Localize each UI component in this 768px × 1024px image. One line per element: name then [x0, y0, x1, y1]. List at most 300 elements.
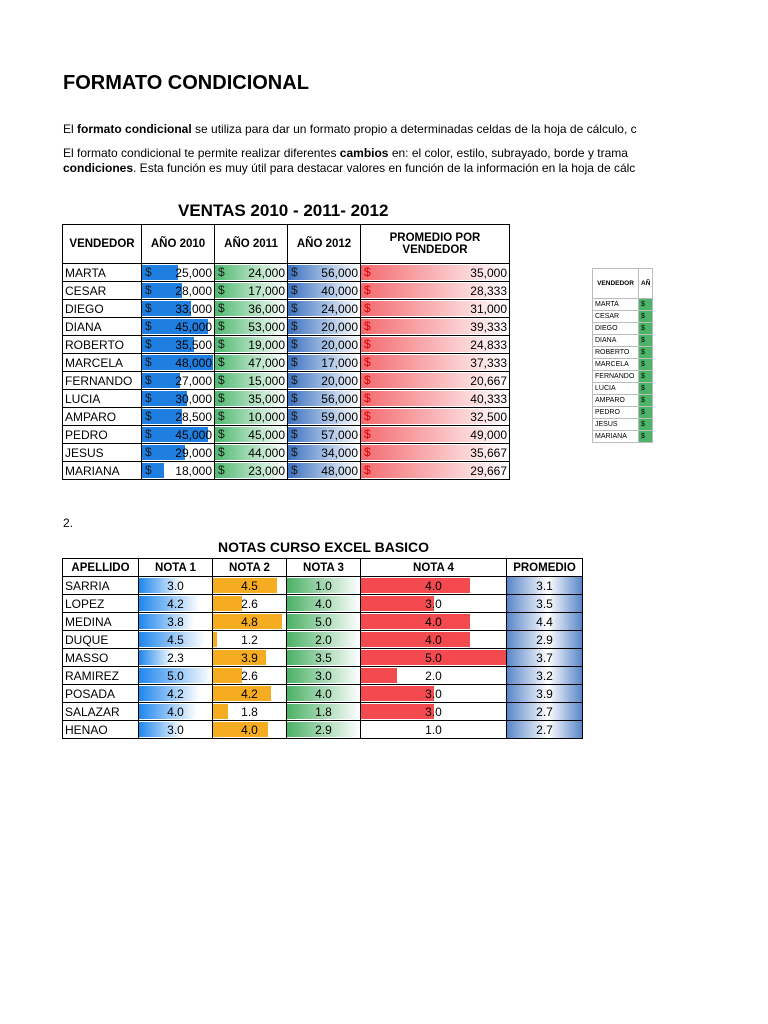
- grade-n2-cell: [213, 703, 287, 721]
- apellido: LOPEZ: [63, 595, 139, 613]
- grade-n3-cell: [287, 631, 361, 649]
- currency-symbol: $: [364, 409, 371, 423]
- grade-value: 4.0: [425, 614, 442, 629]
- sales-value: 44,000: [248, 445, 285, 460]
- sales-value: 30,000: [175, 391, 212, 406]
- section-number: 2.: [63, 516, 74, 530]
- mini-row: [593, 407, 653, 419]
- currency-symbol: $: [218, 445, 225, 459]
- sales-value: 36,000: [248, 301, 285, 316]
- grade-n4-cell: [361, 685, 507, 703]
- sales-y2011-cell: [215, 408, 288, 426]
- promedio-value: 29,667: [470, 463, 507, 478]
- grade-value: 4.2: [167, 596, 184, 611]
- page-title: FORMATO CONDICIONAL: [63, 72, 309, 94]
- grade-avg-cell: [507, 685, 583, 703]
- grade-n3-cell: [287, 595, 361, 613]
- sales-value: 45,000: [248, 427, 285, 442]
- grade-value: 2.9: [536, 632, 553, 647]
- grade-value: 3.0: [425, 596, 442, 611]
- sales-value: 25,000: [175, 265, 212, 280]
- currency-symbol: $: [145, 463, 152, 477]
- grade-value: 2.3: [167, 650, 184, 665]
- currency-symbol: $: [291, 301, 298, 315]
- mini-name: CESAR: [593, 311, 639, 323]
- mini-name: AMPARO: [593, 395, 639, 407]
- apellido: HENAO: [63, 721, 139, 739]
- header-2012: AÑO 2012: [288, 225, 361, 264]
- vendedor-name: MARCELA: [63, 354, 142, 372]
- vendedor-name: AMPARO: [63, 408, 142, 426]
- sales-y2010-cell: [142, 390, 215, 408]
- mini-currency: $: [639, 371, 653, 383]
- mini-name: MARCELA: [593, 359, 639, 371]
- mini-currency: $: [639, 335, 653, 347]
- grade-value: 3.0: [167, 578, 184, 593]
- grade-value: 3.9: [536, 686, 553, 701]
- apellido: RAMIREZ: [63, 667, 139, 685]
- sales-row: [63, 408, 510, 426]
- grade-n2-cell: [213, 649, 287, 667]
- grade-n4-bar: [361, 614, 470, 629]
- sales-row: [63, 282, 510, 300]
- mini-name: ROBERTO: [593, 347, 639, 359]
- header-2011: AÑO 2011: [215, 225, 288, 264]
- grades-table-title: NOTAS CURSO EXCEL BASICO: [218, 539, 430, 555]
- grade-value: 5.0: [315, 614, 332, 629]
- grade-n1-cell: [139, 595, 213, 613]
- promedio-value: 35,000: [470, 265, 507, 280]
- promedio-value: 39,333: [470, 319, 507, 334]
- sales-y2010-cell: [142, 318, 215, 336]
- promedio-cell: [361, 282, 510, 300]
- sales-row: [63, 300, 510, 318]
- grades-row: [63, 703, 583, 721]
- mini-currency: $: [639, 347, 653, 359]
- currency-symbol: $: [218, 463, 225, 477]
- grade-value: 3.7: [536, 650, 553, 665]
- sales-y2011-cell: [215, 462, 288, 480]
- grade-value: 4.0: [241, 722, 258, 737]
- mini-currency: $: [639, 383, 653, 395]
- currency-symbol: $: [145, 319, 152, 333]
- grade-n1-cell: [139, 721, 213, 739]
- mini-currency: $: [639, 359, 653, 371]
- sales-y2011-cell: [215, 354, 288, 372]
- mini-row: [593, 371, 653, 383]
- grade-n2-bar: [213, 596, 242, 611]
- sales-y2010-cell: [142, 408, 215, 426]
- sales-y2012-cell: [288, 426, 361, 444]
- promedio-cell: [361, 408, 510, 426]
- grade-avg-cell: [507, 649, 583, 667]
- vendedor-name: LUCIA: [63, 390, 142, 408]
- sales-y2011-cell: [215, 264, 288, 282]
- grade-value: 3.8: [167, 614, 184, 629]
- mini-currency: $: [639, 299, 653, 311]
- sales-value: 17,000: [248, 283, 285, 298]
- currency-symbol: $: [291, 409, 298, 423]
- currency-symbol: $: [145, 391, 152, 405]
- grade-n4-cell: [361, 631, 507, 649]
- grade-n3-cell: [287, 613, 361, 631]
- grades-row: [63, 721, 583, 739]
- mini-name: FERNANDO: [593, 371, 639, 383]
- grades-table: [62, 558, 583, 739]
- mini-name: MARTA: [593, 299, 639, 311]
- promedio-cell: [361, 336, 510, 354]
- vendedor-name: DIANA: [63, 318, 142, 336]
- grade-avg-cell: [507, 595, 583, 613]
- mini-name: DIEGO: [593, 323, 639, 335]
- grade-n4-bar: [361, 704, 434, 719]
- sales-value: 23,000: [248, 463, 285, 478]
- mini-row: [593, 431, 653, 443]
- grade-n2-cell: [213, 685, 287, 703]
- grade-n3-cell: [287, 721, 361, 739]
- grade-n2-bar: [213, 668, 242, 683]
- sales-y2011-cell: [215, 390, 288, 408]
- grade-value: 3.1: [536, 578, 553, 593]
- mini-name: MARIANA: [593, 431, 639, 443]
- currency-symbol: $: [145, 265, 152, 279]
- mini-row: [593, 383, 653, 395]
- vendedor-name: MARTA: [63, 264, 142, 282]
- sales-y2012-cell: [288, 444, 361, 462]
- grade-n4-bar: [361, 578, 470, 593]
- grade-value: 3.0: [315, 668, 332, 683]
- currency-symbol: $: [145, 355, 152, 369]
- mini-name: LUCIA: [593, 383, 639, 395]
- sales-y2012-cell: [288, 354, 361, 372]
- grade-n1-cell: [139, 649, 213, 667]
- grade-value: 4.2: [167, 686, 184, 701]
- promedio-cell: [361, 444, 510, 462]
- sales-value: 56,000: [321, 265, 358, 280]
- vendedor-name: PEDRO: [63, 426, 142, 444]
- grade-avg-cell: [507, 721, 583, 739]
- sales-value: 18,000: [175, 463, 212, 478]
- header-2010: AÑO 2010: [142, 225, 215, 264]
- mini-row: [593, 347, 653, 359]
- grade-n4-cell: [361, 595, 507, 613]
- sales-value: 40,000: [321, 283, 358, 298]
- apellido: MEDINA: [63, 613, 139, 631]
- currency-symbol: $: [364, 427, 371, 441]
- grade-n2-cell: [213, 721, 287, 739]
- mini-name: PEDRO: [593, 407, 639, 419]
- sales-y2011-cell: [215, 444, 288, 462]
- promedio-value: 35,667: [470, 445, 507, 460]
- sales-row: [63, 372, 510, 390]
- currency-symbol: $: [218, 337, 225, 351]
- mini-row: [593, 359, 653, 371]
- grade-n3-cell: [287, 667, 361, 685]
- promedio-value: 24,833: [470, 337, 507, 352]
- grade-value: 4.2: [241, 686, 258, 701]
- sales-value: 20,000: [321, 337, 358, 352]
- mini-row: [593, 323, 653, 335]
- grade-value: 1.8: [241, 704, 258, 719]
- sales-value: 20,000: [321, 373, 358, 388]
- promedio-value: 37,333: [470, 355, 507, 370]
- header-vendedor: VENDEDOR: [63, 225, 142, 264]
- grades-header-row: [63, 559, 583, 577]
- currency-symbol: $: [291, 337, 298, 351]
- currency-symbol: $: [218, 283, 225, 297]
- sales-value: 15,000: [248, 373, 285, 388]
- grade-n4-bar: [361, 668, 397, 683]
- currency-symbol: $: [364, 445, 371, 459]
- promedio-cell: [361, 354, 510, 372]
- grade-value: 2.7: [536, 722, 553, 737]
- header-apellido: APELLIDO: [63, 559, 139, 577]
- currency-symbol: $: [364, 265, 371, 279]
- vendedor-name: ROBERTO: [63, 336, 142, 354]
- paragraph-1: [63, 122, 637, 137]
- grade-n2-cell: [213, 613, 287, 631]
- grade-value: 4.8: [241, 614, 258, 629]
- mini-currency: $: [639, 323, 653, 335]
- currency-symbol: $: [145, 427, 152, 441]
- sales-row: [63, 264, 510, 282]
- promedio-cell: [361, 300, 510, 318]
- grade-n4-cell: [361, 613, 507, 631]
- sales-value: 47,000: [248, 355, 285, 370]
- mini-currency: $: [639, 431, 653, 443]
- currency-symbol: $: [145, 337, 152, 351]
- grade-avg-cell: [507, 577, 583, 595]
- grade-value: 3.5: [315, 650, 332, 665]
- promedio-value: 40,333: [470, 391, 507, 406]
- currency-symbol: $: [291, 283, 298, 297]
- grades-row: [63, 613, 583, 631]
- sales-value: 24,000: [248, 265, 285, 280]
- currency-symbol: $: [291, 445, 298, 459]
- promedio-value: 28,333: [470, 283, 507, 298]
- grade-value: 2.7: [536, 704, 553, 719]
- sales-row: [63, 462, 510, 480]
- sales-value: 28,000: [175, 283, 212, 298]
- grade-n1-cell: [139, 703, 213, 721]
- sales-y2011-cell: [215, 372, 288, 390]
- sales-value: 53,000: [248, 319, 285, 334]
- sales-y2010-cell: [142, 336, 215, 354]
- sales-value: 27,000: [175, 373, 212, 388]
- currency-symbol: $: [364, 391, 371, 405]
- mini-header-row: [593, 269, 653, 299]
- currency-symbol: $: [364, 337, 371, 351]
- promedio-value: 32,500: [470, 409, 507, 424]
- sales-row: [63, 318, 510, 336]
- sales-y2011-cell: [215, 318, 288, 336]
- mini-name: JESUS: [593, 419, 639, 431]
- grade-n4-bar: [361, 596, 434, 611]
- apellido: POSADA: [63, 685, 139, 703]
- para2-text-bold: cambios: [339, 146, 389, 160]
- grade-value: 1.0: [315, 578, 332, 593]
- mini-row: [593, 335, 653, 347]
- sales-y2010-cell: [142, 444, 215, 462]
- grade-n4-cell: [361, 721, 507, 739]
- sales-value: 28,500: [175, 409, 212, 424]
- sales-value: 56,000: [321, 391, 358, 406]
- grades-row: [63, 649, 583, 667]
- currency-symbol: $: [218, 301, 225, 315]
- sales-value: 10,000: [248, 409, 285, 424]
- vendedor-name: FERNANDO: [63, 372, 142, 390]
- sales-y2012-cell: [288, 300, 361, 318]
- sales-y2010-cell: [142, 462, 215, 480]
- grade-value: 3.2: [536, 668, 553, 683]
- grade-n1-cell: [139, 631, 213, 649]
- grade-avg-cell: [507, 631, 583, 649]
- header-nota3: NOTA 3: [287, 559, 361, 577]
- grade-n4-bar: [361, 632, 470, 647]
- promedio-cell: [361, 372, 510, 390]
- sales-value: 20,000: [321, 319, 358, 334]
- mini-currency: $: [639, 419, 653, 431]
- grade-n1-cell: [139, 577, 213, 595]
- grades-row: [63, 631, 583, 649]
- paragraph-2: [63, 146, 628, 161]
- currency-symbol: $: [145, 373, 152, 387]
- sales-y2010-cell: [142, 426, 215, 444]
- mini-currency: $: [639, 395, 653, 407]
- grade-value: 4.4: [536, 614, 553, 629]
- grade-value: 2.6: [241, 596, 258, 611]
- sales-y2012-cell: [288, 318, 361, 336]
- para3-text-c: . Esta función es muy útil para destacar valores en función de la información en la hoja de cálc: [133, 161, 636, 175]
- currency-symbol: $: [364, 319, 371, 333]
- para1-text-a: El: [63, 122, 78, 136]
- currency-symbol: $: [218, 265, 225, 279]
- grade-n3-cell: [287, 703, 361, 721]
- para2-text-c: en: el color, estilo, subrayado, borde y trama: [388, 146, 628, 160]
- header-nota4: NOTA 4: [361, 559, 507, 577]
- promedio-value: 20,667: [470, 373, 507, 388]
- grade-n2-cell: [213, 667, 287, 685]
- sales-y2011-cell: [215, 282, 288, 300]
- grade-n2-bar: [213, 632, 217, 647]
- sales-row: [63, 336, 510, 354]
- mini-row: [593, 311, 653, 323]
- mini-header-vendedor: VENDEDOR: [593, 269, 639, 299]
- currency-symbol: $: [145, 301, 152, 315]
- header-nota2: NOTA 2: [213, 559, 287, 577]
- sales-y2012-cell: [288, 372, 361, 390]
- para1-text-bold: formato condicional: [77, 122, 192, 136]
- sales-value: 34,000: [321, 445, 358, 460]
- sales-row: [63, 390, 510, 408]
- grade-value: 4.0: [315, 596, 332, 611]
- vendedor-name: CESAR: [63, 282, 142, 300]
- grade-value: 2.0: [425, 668, 442, 683]
- grade-n2-bar: [213, 704, 228, 719]
- grade-n3-cell: [287, 649, 361, 667]
- grade-avg-cell: [507, 703, 583, 721]
- mini-row: [593, 299, 653, 311]
- sales-row: [63, 426, 510, 444]
- currency-symbol: $: [291, 427, 298, 441]
- grade-value: 4.0: [425, 632, 442, 647]
- apellido: MASSO: [63, 649, 139, 667]
- grade-n4-cell: [361, 667, 507, 685]
- grade-value: 2.6: [241, 668, 258, 683]
- currency-symbol: $: [364, 373, 371, 387]
- mini-table-preview: [592, 268, 653, 443]
- vendedor-name: DIEGO: [63, 300, 142, 318]
- sales-value: 35,000: [248, 391, 285, 406]
- grade-n1-cell: [139, 667, 213, 685]
- header-promedio-notas: PROMEDIO: [507, 559, 583, 577]
- sales-value: 45,000: [175, 427, 212, 442]
- grade-n4-cell: [361, 703, 507, 721]
- grade-n4-bar: [361, 686, 434, 701]
- grade-avg-cell: [507, 613, 583, 631]
- currency-symbol: $: [291, 265, 298, 279]
- sales-y2012-cell: [288, 336, 361, 354]
- mini-row: [593, 395, 653, 407]
- grade-n1-cell: [139, 685, 213, 703]
- currency-symbol: $: [291, 391, 298, 405]
- grade-value: 5.0: [425, 650, 442, 665]
- sales-y2011-cell: [215, 426, 288, 444]
- promedio-cell: [361, 462, 510, 480]
- mini-currency: $: [639, 311, 653, 323]
- currency-symbol: $: [218, 409, 225, 423]
- mini-name: DIANA: [593, 335, 639, 347]
- currency-symbol: $: [364, 301, 371, 315]
- grade-value: 4.5: [167, 632, 184, 647]
- sales-table-title: VENTAS 2010 - 2011- 2012: [178, 201, 389, 220]
- sales-y2012-cell: [288, 264, 361, 282]
- grade-value: 2.9: [315, 722, 332, 737]
- grade-n4-cell: [361, 577, 507, 595]
- currency-symbol: $: [291, 463, 298, 477]
- mini-currency: $: [639, 407, 653, 419]
- sales-y2010-cell: [142, 300, 215, 318]
- sales-y2010-cell: [142, 282, 215, 300]
- header-promedio: PROMEDIO POR VENDEDOR: [361, 225, 510, 264]
- sales-row: [63, 354, 510, 372]
- para1-text-c: se utiliza para dar un formato propio a determinadas celdas de la hoja de cálculo, c: [191, 122, 637, 136]
- sales-value: 17,000: [321, 355, 358, 370]
- grade-value: 4.5: [241, 578, 258, 593]
- apellido: SALAZAR: [63, 703, 139, 721]
- promedio-cell: [361, 318, 510, 336]
- currency-symbol: $: [364, 283, 371, 297]
- sales-y2012-cell: [288, 462, 361, 480]
- grade-avg-cell: [507, 667, 583, 685]
- grades-row: [63, 595, 583, 613]
- promedio-cell: [361, 264, 510, 282]
- currency-symbol: $: [218, 319, 225, 333]
- grade-value: 1.8: [315, 704, 332, 719]
- grades-row: [63, 577, 583, 595]
- apellido: SARRIA: [63, 577, 139, 595]
- currency-symbol: $: [218, 427, 225, 441]
- grade-value: 3.0: [167, 722, 184, 737]
- grade-n4-cell: [361, 649, 507, 667]
- sales-row: [63, 444, 510, 462]
- sales-value: 48,000: [175, 355, 212, 370]
- promedio-cell: [361, 426, 510, 444]
- grade-value: 4.0: [425, 578, 442, 593]
- sales-header-row: [63, 225, 510, 264]
- sales-y2012-cell: [288, 408, 361, 426]
- grade-n2-cell: [213, 595, 287, 613]
